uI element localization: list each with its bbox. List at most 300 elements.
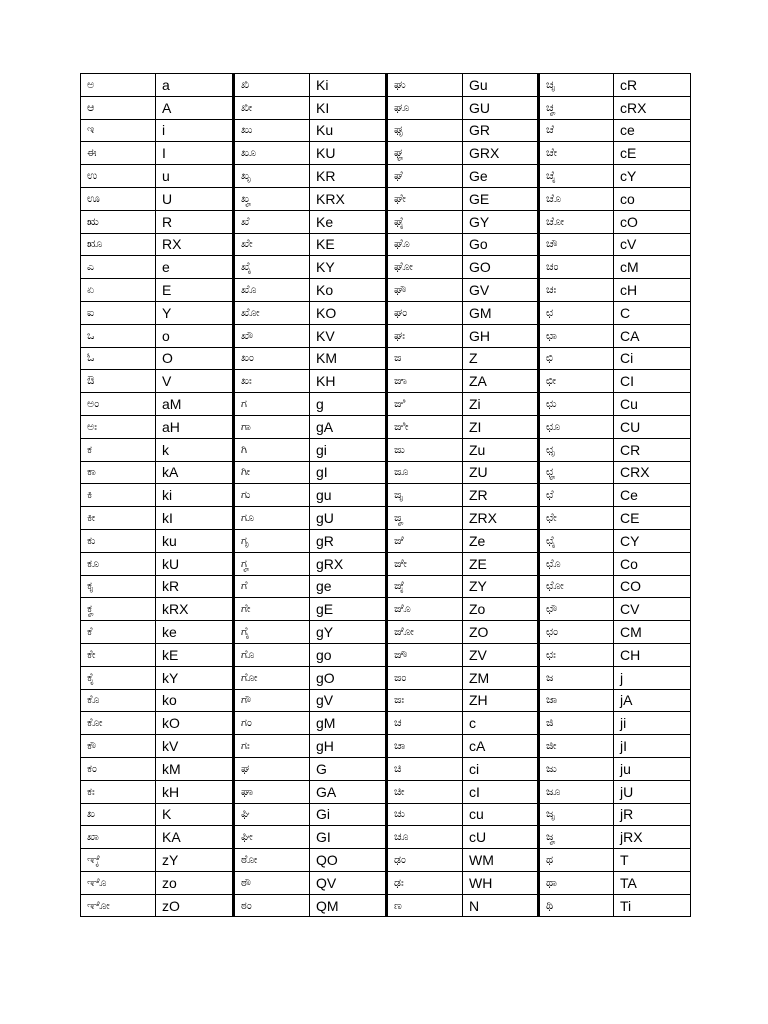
kannada-glyph-cell: ಘೇ bbox=[387, 187, 463, 210]
kannada-glyph-cell: ಚಾ bbox=[387, 735, 463, 758]
kannada-glyph-cell: ಗಾ bbox=[234, 415, 310, 438]
kannada-glyph-cell: ಓ bbox=[81, 347, 156, 370]
transliteration-code-cell: ji bbox=[614, 712, 691, 735]
kannada-glyph-cell: ಗೃ bbox=[234, 529, 310, 552]
kannada-glyph-cell: ಘೂ bbox=[387, 96, 463, 119]
kannada-glyph-cell: ಜೃ bbox=[539, 803, 614, 826]
kannada-glyph-cell: ಢಃ bbox=[387, 871, 463, 894]
transliteration-code-cell: kH bbox=[156, 780, 234, 803]
transliteration-code-cell: GY bbox=[463, 210, 539, 233]
kannada-glyph-cell: ಕೄ bbox=[81, 598, 156, 621]
kannada-glyph-cell: ಙೃ bbox=[387, 484, 463, 507]
kannada-glyph-cell: ಕೀ bbox=[81, 507, 156, 530]
transliteration-code-cell: Ce bbox=[614, 484, 691, 507]
transliteration-code-cell: gO bbox=[310, 666, 387, 689]
transliteration-code-cell: cR bbox=[614, 74, 691, 97]
kannada-glyph-cell: ಚೀ bbox=[387, 780, 463, 803]
kannada-glyph-cell: ಗ bbox=[234, 393, 310, 416]
transliteration-code-cell: gM bbox=[310, 712, 387, 735]
transliteration-code-cell: ZRX bbox=[463, 507, 539, 530]
transliteration-code-cell: ju bbox=[614, 757, 691, 780]
kannada-glyph-cell: ಛೄ bbox=[539, 461, 614, 484]
kannada-glyph-cell: ಗೇ bbox=[234, 598, 310, 621]
kannada-glyph-cell: ಆ bbox=[81, 96, 156, 119]
transliteration-code-cell: gi bbox=[310, 438, 387, 461]
kannada-glyph-cell: ಙೋ bbox=[387, 621, 463, 644]
transliteration-code-cell: TA bbox=[614, 871, 691, 894]
transliteration-code-cell: gH bbox=[310, 735, 387, 758]
kannada-glyph-cell: ಚೇ bbox=[539, 142, 614, 165]
kannada-glyph-cell: ಙಃ bbox=[387, 689, 463, 712]
transliteration-code-cell: kV bbox=[156, 735, 234, 758]
table-row bbox=[81, 347, 691, 370]
kannada-glyph-cell: ಕಂ bbox=[81, 757, 156, 780]
kannada-glyph-cell: ಙೀ bbox=[387, 415, 463, 438]
kannada-glyph-cell: ಚಂ bbox=[539, 256, 614, 279]
table-row bbox=[81, 849, 691, 872]
transliteration-code-cell: KI bbox=[310, 96, 387, 119]
table-row bbox=[81, 393, 691, 416]
transliteration-code-cell: cV bbox=[614, 233, 691, 256]
transliteration-code-cell: CM bbox=[614, 621, 691, 644]
kannada-glyph-cell: ಖೃ bbox=[234, 165, 310, 188]
kannada-glyph-cell: ಛೊ bbox=[539, 552, 614, 575]
transliteration-code-cell: Zu bbox=[463, 438, 539, 461]
transliteration-code-cell: kE bbox=[156, 643, 234, 666]
kannada-glyph-cell: ಗೌ bbox=[234, 689, 310, 712]
kannada-glyph-cell: ಜೀ bbox=[539, 735, 614, 758]
transliteration-code-cell: QO bbox=[310, 849, 387, 872]
kannada-glyph-cell: ಅಂ bbox=[81, 393, 156, 416]
kannada-glyph-cell: ಗೋ bbox=[234, 666, 310, 689]
transliteration-code-cell: KV bbox=[310, 324, 387, 347]
transliteration-code-cell: gR bbox=[310, 529, 387, 552]
kannada-glyph-cell: ಇ bbox=[81, 119, 156, 142]
transliteration-code-cell: E bbox=[156, 279, 234, 302]
kannada-glyph-cell: ಥಿ bbox=[539, 894, 614, 917]
table-row bbox=[81, 871, 691, 894]
transliteration-code-cell: A bbox=[156, 96, 234, 119]
transliteration-code-cell: c bbox=[463, 712, 539, 735]
transliteration-code-cell: Ko bbox=[310, 279, 387, 302]
kannada-glyph-cell: ಒ bbox=[81, 324, 156, 347]
transliteration-code-cell: cu bbox=[463, 803, 539, 826]
table-row bbox=[81, 689, 691, 712]
kannada-glyph-cell: ಚಃ bbox=[539, 279, 614, 302]
transliteration-code-cell: ZY bbox=[463, 575, 539, 598]
transliteration-code-cell: go bbox=[310, 643, 387, 666]
transliteration-code-cell: GH bbox=[463, 324, 539, 347]
kannada-glyph-cell: ಖಿ bbox=[234, 74, 310, 97]
document-page bbox=[80, 73, 690, 917]
transliteration-code-cell: jA bbox=[614, 689, 691, 712]
transliteration-code-cell: aM bbox=[156, 393, 234, 416]
transliteration-code-cell: Y bbox=[156, 301, 234, 324]
transliteration-code-cell: Ze bbox=[463, 529, 539, 552]
transliteration-code-cell: Z bbox=[463, 347, 539, 370]
transliteration-code-cell: CI bbox=[614, 370, 691, 393]
transliteration-code-cell: k bbox=[156, 438, 234, 461]
kannada-glyph-cell: ಔ bbox=[81, 370, 156, 393]
transliteration-code-cell: ke bbox=[156, 621, 234, 644]
kannada-glyph-cell: ಘ bbox=[234, 757, 310, 780]
transliteration-code-cell: Gu bbox=[463, 74, 539, 97]
transliteration-code-cell: GRX bbox=[463, 142, 539, 165]
transliteration-code-cell: T bbox=[614, 849, 691, 872]
transliteration-code-cell: zo bbox=[156, 871, 234, 894]
table-row bbox=[81, 210, 691, 233]
table-row bbox=[81, 894, 691, 917]
kannada-glyph-cell: ಗು bbox=[234, 484, 310, 507]
table-row bbox=[81, 666, 691, 689]
table-row bbox=[81, 96, 691, 119]
transliteration-code-cell: C bbox=[614, 301, 691, 324]
table-row bbox=[81, 74, 691, 97]
kannada-glyph-cell: ಚಿ bbox=[387, 757, 463, 780]
table-row bbox=[81, 438, 691, 461]
kannada-glyph-cell: ಘೋ bbox=[387, 256, 463, 279]
transliteration-code-cell: ce bbox=[614, 119, 691, 142]
table-row bbox=[81, 324, 691, 347]
transliteration-code-cell: ZO bbox=[463, 621, 539, 644]
table-row bbox=[81, 757, 691, 780]
transliteration-code-cell: kM bbox=[156, 757, 234, 780]
transliteration-code-cell: GR bbox=[463, 119, 539, 142]
transliteration-code-cell: Ki bbox=[310, 74, 387, 97]
kannada-glyph-cell: ಛೃ bbox=[539, 438, 614, 461]
transliteration-code-cell: kU bbox=[156, 552, 234, 575]
kannada-glyph-cell: ಙೂ bbox=[387, 461, 463, 484]
transliteration-code-cell: Zo bbox=[463, 598, 539, 621]
transliteration-code-cell: ci bbox=[463, 757, 539, 780]
kannada-glyph-cell: ಚೄ bbox=[539, 96, 614, 119]
transliteration-code-cell: K bbox=[156, 803, 234, 826]
table-row bbox=[81, 233, 691, 256]
transliteration-code-cell: GE bbox=[463, 187, 539, 210]
kannada-glyph-cell: ಗೀ bbox=[234, 461, 310, 484]
transliteration-code-cell: cO bbox=[614, 210, 691, 233]
transliteration-code-cell: CH bbox=[614, 643, 691, 666]
kannada-glyph-cell: ಖೇ bbox=[234, 233, 310, 256]
kannada-glyph-cell: ಗಿ bbox=[234, 438, 310, 461]
transliteration-code-cell: Ti bbox=[614, 894, 691, 917]
transliteration-code-cell: ki bbox=[156, 484, 234, 507]
transliteration-code-cell: kY bbox=[156, 666, 234, 689]
transliteration-code-cell: GU bbox=[463, 96, 539, 119]
transliteration-code-cell: KA bbox=[156, 826, 234, 849]
transliteration-code-cell: I bbox=[156, 142, 234, 165]
kannada-glyph-cell: ಘೀ bbox=[234, 826, 310, 849]
transliteration-code-cell: co bbox=[614, 187, 691, 210]
kannada-glyph-cell: ಗೊ bbox=[234, 643, 310, 666]
kannada-glyph-cell: ಉ bbox=[81, 165, 156, 188]
transliteration-code-cell: KR bbox=[310, 165, 387, 188]
transliteration-code-cell: g bbox=[310, 393, 387, 416]
kannada-glyph-cell: ಊ bbox=[81, 187, 156, 210]
kannada-glyph-cell: ಗೂ bbox=[234, 507, 310, 530]
transliteration-code-cell: zY bbox=[156, 849, 234, 872]
table-row bbox=[81, 643, 691, 666]
kannada-glyph-cell: ಘೊ bbox=[387, 233, 463, 256]
kannada-glyph-cell: ಚ bbox=[387, 712, 463, 735]
kannada-glyph-cell: ಘು bbox=[387, 74, 463, 97]
kannada-glyph-cell: ಖಃ bbox=[234, 370, 310, 393]
kannada-glyph-cell: ಙೄ bbox=[387, 507, 463, 530]
kannada-glyph-cell: ಘಃ bbox=[387, 324, 463, 347]
kannada-glyph-cell: ಛಂ bbox=[539, 621, 614, 644]
kannada-glyph-cell: ಖೀ bbox=[234, 96, 310, 119]
transliteration-code-cell: gE bbox=[310, 598, 387, 621]
kannada-glyph-cell: ಞೋ bbox=[81, 894, 156, 917]
kannada-glyph-cell: ಅ bbox=[81, 74, 156, 97]
table-row bbox=[81, 735, 691, 758]
kannada-glyph-cell: ಖಂ bbox=[234, 347, 310, 370]
kannada-glyph-cell: ಚೂ bbox=[387, 826, 463, 849]
kannada-glyph-cell: ಖೈ bbox=[234, 256, 310, 279]
kannada-glyph-cell: ಛೋ bbox=[539, 575, 614, 598]
transliteration-code-cell: gV bbox=[310, 689, 387, 712]
table-row bbox=[81, 529, 691, 552]
kannada-glyph-cell: ಛಃ bbox=[539, 643, 614, 666]
transliteration-code-cell: cU bbox=[463, 826, 539, 849]
transliteration-code-cell: Ke bbox=[310, 210, 387, 233]
kannada-glyph-cell: ಕೊ bbox=[81, 689, 156, 712]
kannada-glyph-cell: ಕೆ bbox=[81, 621, 156, 644]
transliteration-code-cell: jR bbox=[614, 803, 691, 826]
kannada-glyph-cell: ಖೂ bbox=[234, 142, 310, 165]
kannada-glyph-cell: ಠೌ bbox=[234, 871, 310, 894]
kannada-glyph-cell: ಚೈ bbox=[539, 165, 614, 188]
transliteration-code-cell: WM bbox=[463, 849, 539, 872]
kannada-glyph-cell: ಞೊ bbox=[81, 871, 156, 894]
transliteration-code-cell: i bbox=[156, 119, 234, 142]
kannada-glyph-cell: ಙೌ bbox=[387, 643, 463, 666]
transliteration-code-cell: kI bbox=[156, 507, 234, 530]
table-row bbox=[81, 552, 691, 575]
transliteration-code-cell: CA bbox=[614, 324, 691, 347]
kannada-glyph-cell: ಕಿ bbox=[81, 484, 156, 507]
transliteration-code-cell: RX bbox=[156, 233, 234, 256]
kannada-glyph-cell: ಙೆ bbox=[387, 529, 463, 552]
transliteration-code-cell: KH bbox=[310, 370, 387, 393]
transliteration-code-cell: o bbox=[156, 324, 234, 347]
transliteration-code-cell: e bbox=[156, 256, 234, 279]
kannada-glyph-cell: ಗಂ bbox=[234, 712, 310, 735]
table-row bbox=[81, 575, 691, 598]
transliteration-code-cell: KO bbox=[310, 301, 387, 324]
kannada-glyph-cell: ಜ bbox=[539, 666, 614, 689]
kannada-glyph-cell: ಘಾ bbox=[234, 780, 310, 803]
transliteration-code-cell: GO bbox=[463, 256, 539, 279]
transliteration-code-cell: Gi bbox=[310, 803, 387, 826]
transliteration-code-cell: KE bbox=[310, 233, 387, 256]
transliteration-code-cell: cM bbox=[614, 256, 691, 279]
kannada-glyph-cell: ಙಾ bbox=[387, 370, 463, 393]
transliteration-code-cell: u bbox=[156, 165, 234, 188]
table-row bbox=[81, 826, 691, 849]
kannada-glyph-cell: ಖೋ bbox=[234, 301, 310, 324]
kannada-glyph-cell: ಛೂ bbox=[539, 415, 614, 438]
transliteration-code-cell: Ku bbox=[310, 119, 387, 142]
transliteration-code-cell: jU bbox=[614, 780, 691, 803]
kannada-glyph-cell: ಐ bbox=[81, 301, 156, 324]
transliteration-code-cell: Ci bbox=[614, 347, 691, 370]
kannada-glyph-cell: ಕು bbox=[81, 529, 156, 552]
kannada-glyph-cell: ಖಾ bbox=[81, 826, 156, 849]
transliteration-code-cell: CR bbox=[614, 438, 691, 461]
transliteration-code-cell: gu bbox=[310, 484, 387, 507]
transliteration-code-cell: QM bbox=[310, 894, 387, 917]
kannada-glyph-cell: ಖೊ bbox=[234, 279, 310, 302]
transliteration-code-cell: KY bbox=[310, 256, 387, 279]
transliteration-code-cell: O bbox=[156, 347, 234, 370]
transliteration-code-cell: CY bbox=[614, 529, 691, 552]
kannada-glyph-cell: ಕೌ bbox=[81, 735, 156, 758]
transliteration-code-cell: ZA bbox=[463, 370, 539, 393]
kannada-glyph-cell: ಣ bbox=[387, 894, 463, 917]
kannada-glyph-cell: ಚೋ bbox=[539, 210, 614, 233]
kannada-glyph-cell: ೠ bbox=[81, 233, 156, 256]
kannada-glyph-cell: ಕೈ bbox=[81, 666, 156, 689]
kannada-glyph-cell: ಚೊ bbox=[539, 187, 614, 210]
kannada-glyph-cell: ಙೈ bbox=[387, 575, 463, 598]
table-row bbox=[81, 803, 691, 826]
transliteration-code-cell: GV bbox=[463, 279, 539, 302]
transliteration-code-cell: cE bbox=[614, 142, 691, 165]
kannada-glyph-cell: ಛೌ bbox=[539, 598, 614, 621]
kannada-glyph-cell: ಛ bbox=[539, 301, 614, 324]
transliteration-code-cell: ZV bbox=[463, 643, 539, 666]
transliteration-code-cell: kO bbox=[156, 712, 234, 735]
kannada-glyph-cell: ಕೃ bbox=[81, 575, 156, 598]
kannada-glyph-cell: ಛೇ bbox=[539, 507, 614, 530]
transliteration-code-cell: QV bbox=[310, 871, 387, 894]
kannada-glyph-cell: ಖೆ bbox=[234, 210, 310, 233]
transliteration-code-cell: kA bbox=[156, 461, 234, 484]
kannada-glyph-cell: ಕ bbox=[81, 438, 156, 461]
kannada-glyph-cell: ಖೄ bbox=[234, 187, 310, 210]
kannada-glyph-cell: ಘೄ bbox=[387, 142, 463, 165]
transliteration-code-cell: CE bbox=[614, 507, 691, 530]
kannada-glyph-cell: ಚೆ bbox=[539, 119, 614, 142]
kannada-glyph-cell: ಘೌ bbox=[387, 279, 463, 302]
kannada-glyph-cell: ಜಾ bbox=[539, 689, 614, 712]
transliteration-code-cell: GI bbox=[310, 826, 387, 849]
transliteration-code-cell: ZI bbox=[463, 415, 539, 438]
kannada-glyph-cell: ಗೄ bbox=[234, 552, 310, 575]
transliteration-code-cell: Cu bbox=[614, 393, 691, 416]
kannada-glyph-cell: ಕಃ bbox=[81, 780, 156, 803]
table-body bbox=[81, 74, 691, 917]
kannada-glyph-cell: ಗೈ bbox=[234, 621, 310, 644]
transliteration-code-cell: aH bbox=[156, 415, 234, 438]
transliteration-code-cell: ZE bbox=[463, 552, 539, 575]
kannada-glyph-cell: ಘೆ bbox=[387, 165, 463, 188]
kannada-glyph-cell: ಜೄ bbox=[539, 826, 614, 849]
transliteration-code-cell: gA bbox=[310, 415, 387, 438]
transliteration-code-cell: ZM bbox=[463, 666, 539, 689]
table-row bbox=[81, 119, 691, 142]
table-row bbox=[81, 301, 691, 324]
transliteration-code-cell: cA bbox=[463, 735, 539, 758]
transliteration-code-cell: gI bbox=[310, 461, 387, 484]
transliteration-code-cell: ku bbox=[156, 529, 234, 552]
kannada-glyph-cell: ಕೂ bbox=[81, 552, 156, 575]
kannada-glyph-cell: ಠೋ bbox=[234, 849, 310, 872]
transliteration-code-cell: a bbox=[156, 74, 234, 97]
table-row bbox=[81, 712, 691, 735]
transliteration-code-cell: R bbox=[156, 210, 234, 233]
transliteration-code-cell: Co bbox=[614, 552, 691, 575]
kannada-glyph-cell: ಙು bbox=[387, 438, 463, 461]
transliteration-code-cell: CO bbox=[614, 575, 691, 598]
table-row bbox=[81, 598, 691, 621]
transliteration-code-cell: KM bbox=[310, 347, 387, 370]
kannada-glyph-cell: ಙೇ bbox=[387, 552, 463, 575]
transliteration-code-cell: N bbox=[463, 894, 539, 917]
table-row bbox=[81, 621, 691, 644]
kannada-glyph-cell: ಛು bbox=[539, 393, 614, 416]
kannada-glyph-cell: ಈ bbox=[81, 142, 156, 165]
transliteration-code-cell: jI bbox=[614, 735, 691, 758]
transliteration-code-cell: gU bbox=[310, 507, 387, 530]
transliteration-code-cell: ZH bbox=[463, 689, 539, 712]
transliteration-code-cell: KRX bbox=[310, 187, 387, 210]
transliteration-code-cell: cRX bbox=[614, 96, 691, 119]
kannada-glyph-cell: ಢಂ bbox=[387, 849, 463, 872]
kannada-glyph-cell: ಗಃ bbox=[234, 735, 310, 758]
table-row bbox=[81, 461, 691, 484]
kannada-glyph-cell: ಏ bbox=[81, 279, 156, 302]
kannada-transliteration-table bbox=[80, 73, 691, 917]
transliteration-code-cell: GM bbox=[463, 301, 539, 324]
table-row bbox=[81, 142, 691, 165]
kannada-glyph-cell: ಗೆ bbox=[234, 575, 310, 598]
transliteration-code-cell: ko bbox=[156, 689, 234, 712]
kannada-glyph-cell: ಙಂ bbox=[387, 666, 463, 689]
table-row bbox=[81, 165, 691, 188]
kannada-glyph-cell: ಘೃ bbox=[387, 119, 463, 142]
table-row bbox=[81, 370, 691, 393]
transliteration-code-cell: CV bbox=[614, 598, 691, 621]
transliteration-code-cell: KU bbox=[310, 142, 387, 165]
kannada-glyph-cell: ಖೌ bbox=[234, 324, 310, 347]
kannada-glyph-cell: ಘಂ bbox=[387, 301, 463, 324]
kannada-glyph-cell: ಘಿ bbox=[234, 803, 310, 826]
transliteration-code-cell: jRX bbox=[614, 826, 691, 849]
kannada-glyph-cell: ಥಾ bbox=[539, 871, 614, 894]
transliteration-code-cell: kRX bbox=[156, 598, 234, 621]
kannada-glyph-cell: ಛಿ bbox=[539, 347, 614, 370]
kannada-glyph-cell: ಠಂ bbox=[234, 894, 310, 917]
kannada-glyph-cell: ಙಿ bbox=[387, 393, 463, 416]
kannada-glyph-cell: ಞೈ bbox=[81, 849, 156, 872]
transliteration-code-cell: Go bbox=[463, 233, 539, 256]
kannada-glyph-cell: ಕೇ bbox=[81, 643, 156, 666]
table-row bbox=[81, 484, 691, 507]
kannada-glyph-cell: ಋ bbox=[81, 210, 156, 233]
kannada-glyph-cell: ಘೈ bbox=[387, 210, 463, 233]
kannada-glyph-cell: ಖು bbox=[234, 119, 310, 142]
transliteration-code-cell: gY bbox=[310, 621, 387, 644]
kannada-glyph-cell: ಕಾ bbox=[81, 461, 156, 484]
transliteration-code-cell: ZR bbox=[463, 484, 539, 507]
kannada-glyph-cell: ಚು bbox=[387, 803, 463, 826]
transliteration-code-cell: j bbox=[614, 666, 691, 689]
transliteration-code-cell: ge bbox=[310, 575, 387, 598]
kannada-glyph-cell: ಎ bbox=[81, 256, 156, 279]
transliteration-code-cell: cH bbox=[614, 279, 691, 302]
